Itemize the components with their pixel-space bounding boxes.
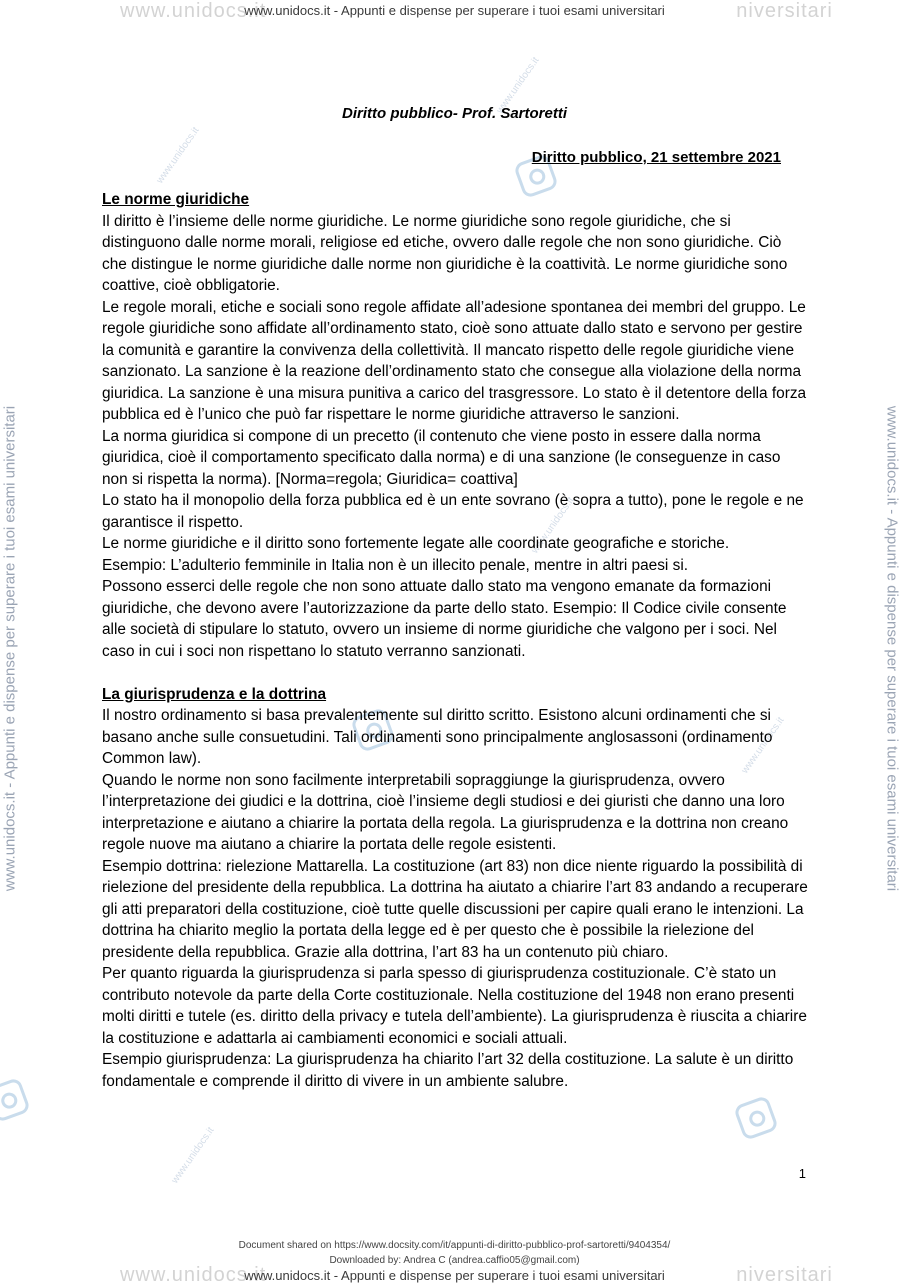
- paragraph: Il nostro ordinamento si basa prevalentemente sul diritto scritto. Esistono alcuni ordinamenti che si basano anche sulle consuetudini. Tali ordinamenti sono principalmente anglosassoni (ordinamento Common law).: [102, 707, 773, 767]
- downloaded-by: Downloaded by: Andrea C (andrea.caffio05@gmail.com): [329, 1255, 580, 1266]
- paragraph: Il diritto è l’insieme delle norme giuridiche. Le norme giuridiche sono regole giuridiche, che si distinguono dalle norme morali, religiose ed etiche, ovvero dalle regole che non sono giuridiche. Ciò che distingue le norme giuridiche dalle norme non giuridiche è la coattività. Le norme giuridiche sono coattive, cioè obbligatorie.: [102, 212, 788, 294]
- watermark-diagonal: www.unidocs.it: [529, 495, 577, 556]
- paragraph: La norma giuridica si compone di un precetto (il contenuto che viene posto in essere dalla norma giuridica, cioè il comportamento specificato dalla norma) e di una sanzione (le conseguenze in caso non si rispetta la norma). [Norma=regola; Giuridica= coattiva]: [102, 427, 781, 488]
- paragraph: Esempio: L’adulterio femminile in Italia non è un illecito penale, mentre in altri paesi si.: [102, 556, 689, 574]
- paragraph: Quando le norme non sono facilmente interpretabili sopraggiunge la giurisprudenza, ovvero l’interpretazione dei giudici e la dottrina, cioè l’insieme degli studiosi e dei giuristi che danno una loro interpretazione e aiutano a chiarire la portata della regola. La giurisprudenza e la dottrina non creano regole nuove ma aiutano a chiarire la portata delle regole esistenti.: [102, 771, 789, 853]
- watermark-bottom: www.unidocs.it - Appunti e dispense per superare i tuoi esami universitari: [244, 1268, 665, 1283]
- section-heading: La giurisprudenza e la dottrina: [102, 685, 327, 703]
- download-footer: [0, 1238, 909, 1268]
- document-title: Diritto pubblico- Prof. Sartoretti: [342, 105, 567, 122]
- paragraph: Per quanto riguarda la giurisprudenza si parla spesso di giurisprudenza costituzionale. C’è stato un contributo notevole da parte della Corte costituzionale. Nella costituzione del 1948 non erano presenti molti diritti e tutele (es. diritto della privacy e tutela dell’ambiente). La giurisprudenza è riuscita a chiarire la costituzione e adattarla ai cambiamenti economici e sociali attuali.: [102, 965, 807, 1047]
- page-number: 1: [798, 1166, 806, 1181]
- watermark-diagonal: www.unidocs.it: [154, 125, 202, 186]
- document-content: [102, 189, 808, 1092]
- watermark-top: www.unidocs.it - Appunti e dispense per superare i tuoi esami universitari: [244, 3, 665, 18]
- watermark-logo-icon: [0, 1077, 31, 1123]
- watermark-diagonal: www.unidocs.it: [494, 55, 542, 116]
- watermark-diagonal: www.unidocs.it: [169, 1125, 217, 1186]
- paragraph: Le norme giuridiche e il diritto sono fortemente legate alle coordinate geografiche e storiche.: [102, 535, 730, 552]
- watermark-diagonal: www.unidocs.it: [739, 715, 787, 776]
- watermark-side-left: www.unidocs.it - Appunti e dispense per superare i tuoi esami universitari: [1, 405, 19, 892]
- section-heading: Le norme giuridiche: [102, 191, 250, 208]
- paragraph: Esempio giurisprudenza: La giurisprudenza ha chiarito l’art 32 della costituzione. La salute è un diritto fondamentale e comprende il diritto di vivere in un ambiente salubre.: [102, 1051, 794, 1090]
- watermark-side-right: www.unidocs.it - Appunti e dispense per superare i tuoi esami universitari: [883, 405, 901, 892]
- document-date-line: Diritto pubblico, 21 settembre 2021: [531, 149, 781, 166]
- watermark-logo-icon: [733, 1095, 779, 1141]
- paragraph: Lo stato ha il monopolio della forza pubblica ed è un ente sovrano (è sopra a tutto), pone le regole e ne garantisce il rispetto.: [102, 492, 804, 531]
- paragraph: Le regole morali, etiche e sociali sono regole affidate all’adesione spontanea dei membri del gruppo. Le regole giuridiche sono affidate all’ordinamento stato, cioè sono attuate dallo stato e servono per gestire la comunità e garantire la convivenza della collettività. Il mancato rispetto delle regole giuridiche viene sanzionato. La sanzione è la reazione dell’ordinamento stato che consegue alla violazione della norma giuridica. La sanzione è una misura punitiva a carico del trasgressore. Lo stato è il detentore della forza pubblica ed è l’unico che può far rispettare le norme giuridiche attraverso le sanzioni.: [102, 298, 807, 423]
- paragraph: Esempio dottrina: rielezione Mattarella. La costituzione (art 83) non dice niente riguardo la possibilità di rielezione del presidente della repubblica. La dottrina ha aiutato a chiarire l’art 83 andando a recuperare gli atti preparatori della costituzione, cioè tutte quelle discussioni per capire quali erano le intenzioni. La dottrina ha chiarito meglio la portata della legge ed è per questo che è possibile la rielezione del presidente della repubblica. Grazie alla dottrina, l’art 83 ha un contenuto più chiaro.: [102, 857, 808, 961]
- paragraph: Possono esserci delle regole che non sono attuate dallo stato ma vengono emanate da formazioni giuridiche, che devono avere l’autorizzazione da parte dello stato. Esempio: Il Codice civile consente alle società di stipulare lo statuto, ovvero un insieme di norme giuridiche che valgono per i soci. Nel caso in cui i soci non rispettano lo statuto verranno sanzionati.: [102, 578, 787, 660]
- watermark-ghost-bottom: www.unidocs.it niversitari: [120, 1264, 833, 1286]
- watermark-ghost-top: www.unidocs.it niversitari: [120, 0, 833, 22]
- shared-notice: Document shared on https://www.docsity.com/it/appunti-di-diritto-pubblico-prof-sartoretti/9404354/: [238, 1240, 671, 1251]
